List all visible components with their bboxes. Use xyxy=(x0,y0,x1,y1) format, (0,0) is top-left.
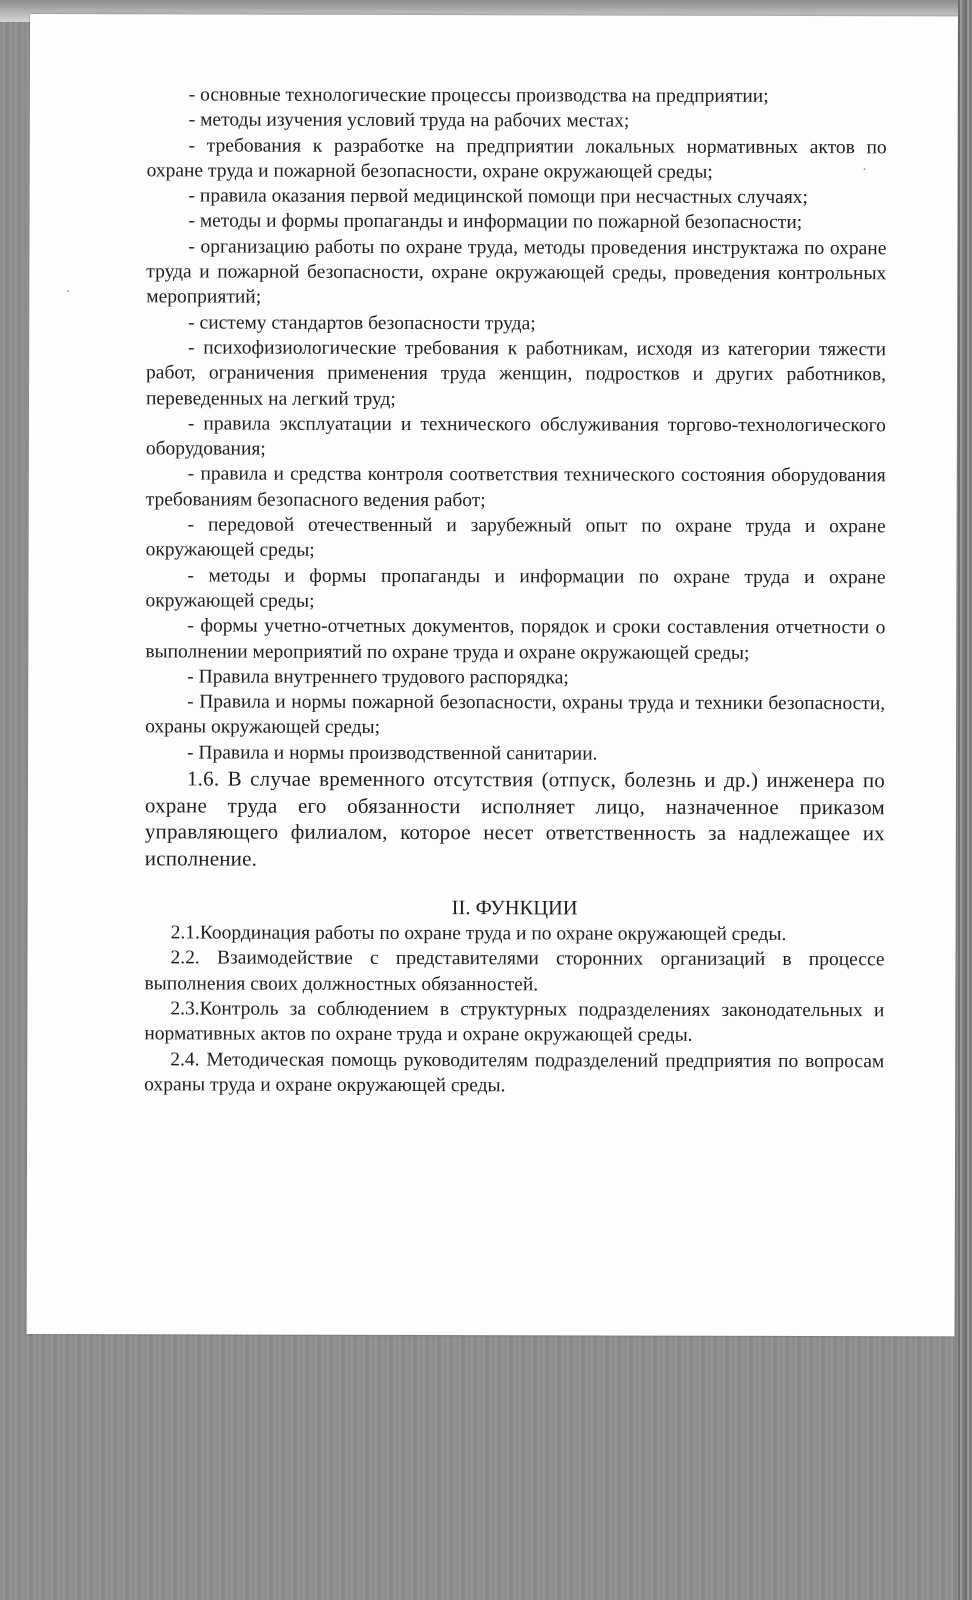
function-item: 2.4. Методическая помощь руководителям подразделений предприятия по вопросам охраны труда и охране окружающей среды. xyxy=(144,1048,885,1097)
section-title-functions: II. ФУНКЦИИ xyxy=(451,897,578,920)
list-item: - методы и формы пропаганды и информации по охране труда и охране окружающей среды; xyxy=(145,565,886,612)
list-item: - психофизиологические требования к работникам, исходя из категории тяжести работ, ограничения применения труда женщин, подростков и других работников, переведенных на легкий труд; xyxy=(145,337,887,410)
list-item: - организацию работы по охране труда, методы проведения инструктажа по охране труда и пожарной безопасности, охране окружающей среды, проведения контрольных мероприятий; xyxy=(146,236,887,308)
list-item: - правила эксплуатации и технического обслуживания торгово-технологического оборудования; xyxy=(145,413,886,460)
function-item: 2.3.Контроль за соблюдением в структурных подразделениях законодательных и нормативных актов по охране труда и охране окружающей среды. xyxy=(144,998,885,1046)
list-item: - формы учетно-отчетных документов, порядок и сроки составления отчетности о выполнении мероприятий по охране труда и охране окружающей среды; xyxy=(145,615,886,664)
list-item: - основные технологические процессы производства на предприятии; xyxy=(188,84,769,107)
list-item: - передовой отечественный и зарубежный опыт по охране труда и охране окружающей среды; xyxy=(145,514,886,562)
list-item: - методы изучения условий труда на рабочих местах; xyxy=(188,109,630,132)
list-item: - Правила и нормы производственной санитарии. xyxy=(187,742,598,765)
list-item: - требования к разработке на предприятии локальных нормативных актов по охране труда и пожарной безопасности, охране окружающей среды; xyxy=(146,135,887,183)
list-item: - Правила и нормы пожарной безопасности, охраны труда и техники безопасности, охраны окружающей среды; xyxy=(145,691,886,739)
scanner-right-edge xyxy=(958,0,972,1600)
list-item: - Правила внутреннего трудового распорядка; xyxy=(187,666,569,689)
list-item: - методы и формы пропаганды и информации по пожарной безопасности; xyxy=(188,210,803,234)
paragraph-1-6: 1.6. В случае временного отсутствия (отпуск, болезнь и др.) инженера по охране труда его обязанности исполняет лицо, назначенное приказом управляющего филиалом, которое несет ответственность за надлежащее их исполнение. xyxy=(144,766,886,871)
document-page xyxy=(27,14,958,1336)
document-body xyxy=(144,82,887,1099)
list-item: - систему стандартов безопасности труда; xyxy=(188,312,536,334)
function-item: 2.1.Координация работы по охране труда и по охране окружающей среды. xyxy=(170,922,787,945)
list-item: - правила оказания первой медицинской помощи при несчастных случаях; xyxy=(188,185,809,209)
list-item: - правила и средства контроля соответствия технического состояния оборудования требованиям безопасного ведения работ; xyxy=(145,463,886,511)
function-item: 2.2. Взаимодействие с представителями сторонних организаций в процессе выполнения своих должностных обязанностей. xyxy=(144,947,885,995)
scan-speck xyxy=(67,290,69,292)
